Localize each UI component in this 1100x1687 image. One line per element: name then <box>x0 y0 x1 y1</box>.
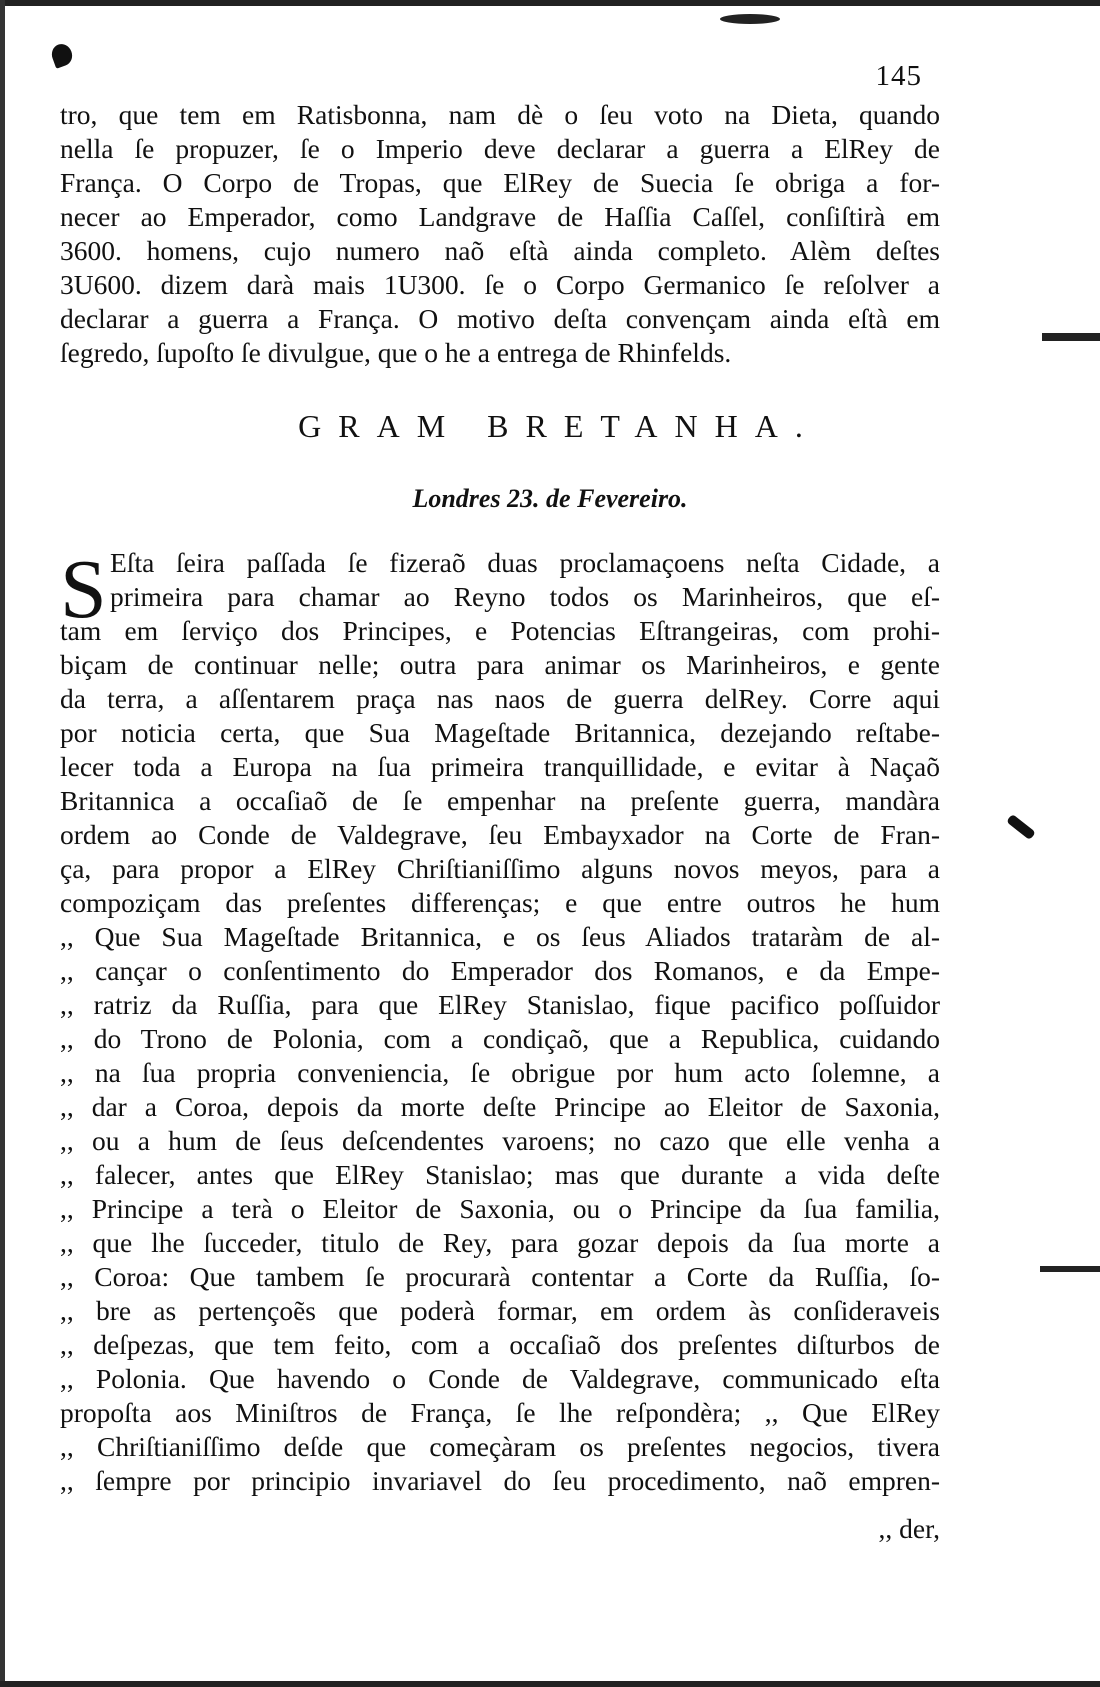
bottom-border-mark <box>0 1681 1100 1687</box>
text-line: ,, ratriz da Ruſſia, para que ElRey Stanislao, fique pacifico poſſuidor <box>60 989 940 1020</box>
text-line: França. O Corpo de Tropas, que ElRey de Suecia ſe obriga a for- <box>60 167 940 198</box>
text-line: compoziçam das preſentes differenças; e que entre outros he hum <box>60 887 940 918</box>
catchword: ,, der, <box>878 1513 940 1544</box>
text-line: ,, bre as pertençoẽs que poderà formar, em ordem às conſideraveis <box>60 1295 940 1326</box>
text-line: 3600. homens, cujo numero naõ eſtà ainda completo. Alèm deſtes <box>60 235 940 266</box>
text-line: ,, falecer, antes que ElRey Stanislao; mas que durante a vida deſte <box>60 1159 940 1190</box>
text-line: 3U600. dizem darà mais 1U300. ſe o Corpo Germanico ſe reſolver a <box>60 269 940 300</box>
text-line: ,, deſpezas, que tem feito, com a occaſiaõ dos preſentes diſturbos de <box>60 1329 940 1360</box>
text-line: ,, na ſua propria conveniencia, ſe obrigue por hum acto ſolemne, a <box>60 1057 940 1088</box>
text-line: Eſta ſeira paſſada ſe fizeraõ duas proclamaçoens neſta Cidade, a <box>110 547 940 578</box>
page-number: 145 <box>875 60 922 92</box>
dateline: Londres 23. de Fevereiro. <box>412 484 688 513</box>
text-line: ,, Que Sua Mageſtade Britannica, e os ſeus Aliados trataràm de al- <box>60 921 940 952</box>
text-line: Britannica a occaſiaõ de ſe empenhar na preſente guerra, mandàra <box>60 785 940 816</box>
margin-mark <box>1040 1266 1100 1272</box>
text-line: ,, ou a hum de ſeus deſcendentes varoens; no cazo que elle venha a <box>60 1125 940 1156</box>
section-heading: GRAM BRETANHA. <box>298 408 820 444</box>
left-border-mark <box>0 0 5 1687</box>
text-line: ,, cançar o conſentimento do Emperador dos Romanos, e da Empe- <box>60 955 940 986</box>
text-line: propoſta aos Miniſtros de França, ſe lhe reſpondèra; ,, Que ElRey <box>60 1397 940 1428</box>
text-line: tro, que tem em Ratisbonna, nam dè o ſeu voto na Dieta, quando <box>60 99 940 130</box>
margin-mark <box>1042 333 1100 341</box>
text-line: necer ao Emperador, como Landgrave de Haſſia Caſſel, conſiſtirà em <box>60 201 940 232</box>
drop-cap: S <box>60 543 107 636</box>
text-line: primeira para chamar ao Reyno todos os Marinheiros, que eſ- <box>110 581 940 612</box>
text-line: ,, Chriſtianiſſimo deſde que começàram os preſentes negocios, tivera <box>60 1431 940 1462</box>
text-line: por noticia certa, que Sua Mageſtade Britannica, dezejando reſtabe- <box>60 717 940 748</box>
ink-blot <box>49 41 75 69</box>
text-line: ,, dar a Coroa, depois da morte deſte Principe ao Eleitor de Saxonia, <box>60 1091 940 1122</box>
text-line: ,, Principe a terà o Eleitor de Saxonia, ou o Principe da ſua familia, <box>60 1193 940 1224</box>
text-line: tam em ſerviço dos Principes, e Potencias Eſtrangeiras, com prohi- <box>60 615 940 646</box>
text-line: ,, que lhe ſucceder, titulo de Rey, para gozar depois da ſua morte a <box>60 1227 940 1258</box>
text-line: ,, Coroa: Que tambem ſe procurarà contentar a Corte da Ruſſia, ſo- <box>60 1261 940 1292</box>
ink-smudge <box>720 14 780 24</box>
margin-mark <box>1006 814 1036 840</box>
text-line: biçam de continuar nelle; outra para animar os Marinheiros, e gente <box>60 649 940 680</box>
text-line: ſegredo, ſupoſto ſe divulgue, que o he a entrega de Rhinfelds. <box>60 337 732 368</box>
text-line: ordem ao Conde de Valdegrave, ſeu Embayxador na Corte de Fran- <box>60 819 940 850</box>
top-border-mark <box>0 0 1100 6</box>
paragraph-1 <box>60 98 940 370</box>
text-line: ,, do Trono de Polonia, com a condiçaõ, que a Republica, cuidando <box>60 1023 940 1054</box>
text-line: lecer toda a Europa na ſua primeira tranquillidade, e evitar à Naçaõ <box>60 751 940 782</box>
text-line: da terra, a aſſentarem praça nas naos de guerra delRey. Corre aqui <box>60 683 940 714</box>
text-line: declarar a guerra a França. O motivo deſta convençam ainda eſtà em <box>60 303 940 334</box>
text-line: nella ſe propuzer, ſe o Imperio deve declarar a guerra a ElRey de <box>60 133 940 164</box>
text-line: ça, para propor a ElRey Chriſtianiſſimo alguns novos meyos, para a <box>60 853 940 884</box>
paragraph-2 <box>60 543 940 1498</box>
text-line: ,, Polonia. Que havendo o Conde de Valdegrave, communicado eſta <box>60 1363 940 1394</box>
text-line: ,, ſempre por principio invariavel do ſeu procedimento, naõ empren- <box>60 1465 940 1496</box>
